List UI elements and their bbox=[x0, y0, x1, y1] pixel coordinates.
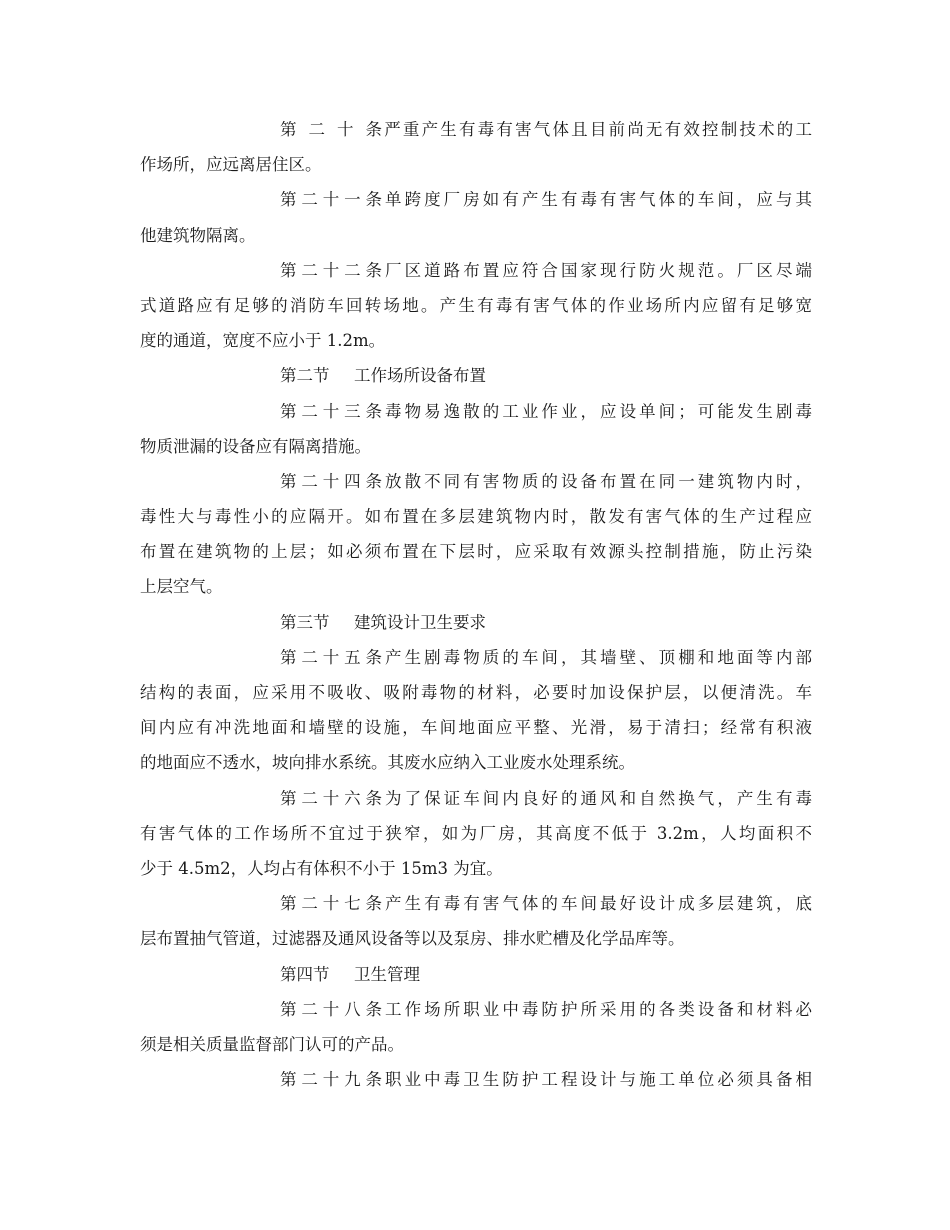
section-heading bbox=[140, 957, 812, 992]
article-text: 产生剧毒物质的车间，其墙壁、顶棚和地面等内部 bbox=[382, 647, 812, 667]
article-number: 第二十七条 bbox=[280, 894, 382, 914]
section-number: 第四节 bbox=[280, 964, 330, 984]
article-25-line: 结构的表面，应采用不吸收、吸附毒物的材料，必要时加设保护层，以便清洗。车 bbox=[140, 683, 812, 702]
document-page bbox=[140, 112, 812, 1097]
article-text: 职业中毒卫生防护工程设计与施工单位必须具备相 bbox=[382, 1070, 812, 1090]
article-text: 严重产生有毒有害气体且目前尚无有效控制技术的工 bbox=[382, 120, 812, 139]
article-text: 工作场所职业中毒防护所采用的各类设备和材料必 bbox=[382, 999, 812, 1019]
article-23-first-line bbox=[140, 394, 812, 429]
article-21-line: 他建筑物隔离。 bbox=[140, 225, 256, 245]
article-number: 第二十六条 bbox=[280, 788, 382, 808]
article-25-line: 的地面应不透水，坡向排水系统。其废水应纳入工业废水处理系统。 bbox=[140, 753, 635, 773]
article-24-line: 毒性大与毒性小的应隔开。如布置在多层建筑物内时，散发有害气体的生产过程应 bbox=[140, 507, 812, 527]
article-number: 第二十八条 bbox=[280, 999, 382, 1019]
article-number: 第二十三条 bbox=[280, 401, 382, 421]
article-number: 第二十条 bbox=[280, 120, 382, 139]
article-28-first-line bbox=[140, 992, 812, 1027]
article-26-line: 有害气体的工作场所不宜过于狭窄，如为厂房，其高度不低于 3.2m，人均面积不 bbox=[140, 823, 812, 843]
article-20-first-line bbox=[140, 112, 812, 147]
article-number: 第二十一条 bbox=[280, 190, 382, 210]
article-25-line: 间内应有冲洗地面和墙壁的设施，车间地面应平整、光滑，易于清扫；经常有积液 bbox=[140, 718, 812, 738]
article-27-line: 层布置抽气管道，过滤器及通风设备等以及泵房、排水贮槽及化学品库等。 bbox=[140, 929, 685, 949]
article-text: 单跨度厂房如有产生有毒有害气体的车间，应与其 bbox=[382, 190, 812, 210]
article-number: 第二十九条 bbox=[280, 1070, 382, 1090]
article-29-first-line bbox=[140, 1062, 812, 1097]
section-number: 第三节 bbox=[280, 612, 330, 632]
section-title: 卫生管理 bbox=[354, 964, 420, 984]
article-number: 第二十五条 bbox=[280, 647, 382, 667]
article-28-line: 须是相关质量监督部门认可的产品。 bbox=[140, 1034, 404, 1054]
article-23-line: 物质泄漏的设备应有隔离措施。 bbox=[140, 436, 371, 456]
article-text: 厂区道路布置应符合国家现行防火规范。厂区尽端 bbox=[382, 260, 812, 280]
article-number: 第二十四条 bbox=[280, 471, 382, 491]
section-heading bbox=[140, 358, 812, 393]
article-27-first-line bbox=[140, 886, 812, 921]
article-22-first-line bbox=[140, 253, 812, 288]
article-text: 毒物易逸散的工业作业，应设单间；可能发生剧毒 bbox=[382, 401, 812, 421]
article-text: 放散不同有害物质的设备布置在同一建筑物内时， bbox=[382, 471, 812, 491]
section-number: 第二节 bbox=[280, 366, 330, 386]
article-20-line: 作场所，应远离居住区。 bbox=[140, 155, 322, 175]
section-heading bbox=[140, 605, 812, 640]
section-title: 工作场所设备布置 bbox=[354, 366, 486, 386]
section-title: 建筑设计卫生要求 bbox=[354, 612, 486, 632]
article-21-first-line bbox=[140, 182, 812, 217]
article-25-first-line bbox=[140, 640, 812, 675]
article-26-line: 少于 4.5m2，人均占有体积不小于 15m3 为宜。 bbox=[140, 858, 503, 878]
article-24-line: 布置在建筑物的上层；如必须布置在下层时，应采取有效源头控制措施，防止污染 bbox=[140, 542, 812, 562]
article-22-line: 度的通道，宽度不应小于 1.2m。 bbox=[140, 331, 386, 351]
article-text: 产生有毒有害气体的车间最好设计成多层建筑，底 bbox=[382, 894, 812, 914]
article-22-line: 式道路应有足够的消防车回转场地。产生有毒有害气体的作业场所内应留有足够宽 bbox=[140, 295, 812, 315]
article-26-first-line bbox=[140, 781, 812, 816]
article-number: 第二十二条 bbox=[280, 260, 382, 280]
article-24-line: 上层空气。 bbox=[140, 577, 223, 597]
article-text: 为了保证车间内良好的通风和自然换气，产生有毒 bbox=[382, 788, 812, 808]
article-24-first-line bbox=[140, 464, 812, 499]
